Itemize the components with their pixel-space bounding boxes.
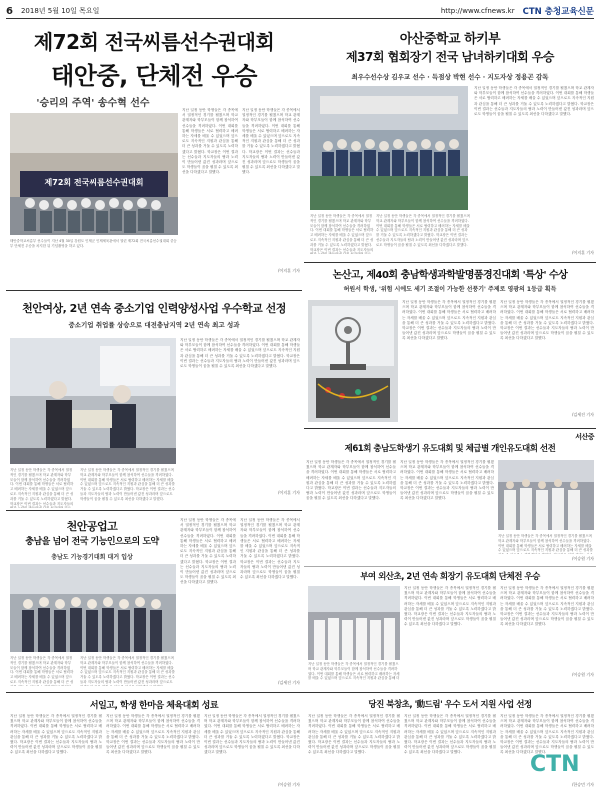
article1-body-col2: 지난 일정 동안 학생들은 각 종목에서 열정적인 경기를 펼쳤으며 학교 관계자와 학부모들이 함께 참석하여 선수들을 격려하였다. 이번 대회를 통해 학생들은 서로 협력하고 배려하는 자세를 배울 수 있었으며 앞으로도 지속적인 지원과 관심을 통해 더 큰 성과를 거둘 수 있도록 노력하겠다고 밝혔다. 학교장은 이번 결과는 선수들과 지도자들의 땀과 노력이 만들어낸 값진 성과라며 앞으로도 학생들이 꿈을 펼칠 수 있도록 최선을 다하겠다고 말했다. <box>242 108 300 175</box>
article4-byline: /이지훈 기자 <box>278 490 300 495</box>
wrestling-team-photo <box>10 113 178 235</box>
article2-byline: /이지훈 기자 <box>572 250 594 255</box>
article5-body-col1: 지난 일정 동안 학생들은 각 종목에서 열정적인 경기를 펼쳤으며 학교 관계자와 학부모들이 함께 참석하여 선수들을 격려하였다. 이번 대회를 통해 학생들은 서로 협력하고 배려하는 자세를 배울 수 있었으며 앞으로도 지속적인 지원과 관심을 통해 더 큰 성과를 거둘 수 있도록 노력하겠다고 밝혔다. 학교장은 이번 결과는 선수들과 지도자들의 땀과 노력이 만들어낸 값진 성과라며 앞으로도 학생들이 꿈을 펼칠 수 있도록 최선을 다하겠다고 말했다. <box>180 518 236 585</box>
page-number: 6 <box>6 5 13 17</box>
article6-label: 서산중 <box>575 433 594 441</box>
article9-byline: /한승민 기자 <box>572 782 594 787</box>
article8-body-col2: 지난 일정 동안 학생들은 각 종목에서 열정적인 경기를 펼쳤으며 학교 관계자와 학부모들이 함께 참석하여 선수들을 격려하였다. 이번 대회를 통해 학생들은 서로 협력하고 배려하는 자세를 배울 수 있었으며 앞으로도 지속적인 지원과 관심을 통해 더 큰 성과를 거둘 수 있도록 노력하겠다고 밝혔다. 학교장은 이번 결과는 선수들과 지도자들의 땀과 노력이 만들어낸 값진 성과라며 앞으로도 학생들이 꿈을 펼칠 수 있도록 최선을 다하겠다고 말했다. <box>106 714 200 755</box>
divider <box>6 692 594 693</box>
wrestling-banner-text: 제72회 전국씨름선수권대회 <box>44 178 144 187</box>
article3-body-col1: 지난 일정 동안 학생들은 각 종목에서 열정적인 경기를 펼쳤으며 학교 관계자와 학부모들이 함께 참석하여 선수들을 격려하였다. 이번 대회를 통해 학생들은 서로 협력하고 배려하는 자세를 배울 수 있었으며 앞으로도 지속적인 지원과 관심을 통해 더 큰 성과를 거둘 수 있도록 노력하겠다고 밝혔다. 학교장은 이번 결과는 선수들과 지도자들의 땀과 노력이 만들어낸 값진 성과라며 앞으로도 학생들이 꿈을 펼칠 수 있도록 최선을 다하겠다고 말했다. <box>402 300 496 341</box>
article7-body-col2: 지난 일정 동안 학생들은 각 종목에서 열정적인 경기를 펼쳤으며 학교 관계자와 학부모들이 함께 참석하여 선수들을 격려하였다. 이번 대회를 통해 학생들은 서로 협력하고 배려하는 자세를 배울 수 있었으며 앞으로도 지속적인 지원과 관심을 통해 더 큰 성과를 거둘 수 있도록 노력하겠다고 밝혔다. 학교장은 이번 결과는 선수들과 지도자들의 땀과 노력이 만들어낸 값진 성과라며 앞으로도 학생들이 꿈을 펼칠 수 있도록 최선을 다하겠다고 말했다. <box>500 586 594 627</box>
article6-body-col1: 지난 일정 동안 학생들은 각 종목에서 열정적인 경기를 펼쳤으며 학교 관계자와 학부모들이 함께 참석하여 선수들을 격려하였다. 이번 대회를 통해 학생들은 서로 협력하고 배려하는 자세를 배울 수 있었으며 앞으로도 지속적인 지원과 관심을 통해 더 큰 성과를 거둘 수 있도록 노력하겠다고 밝혔다. 학교장은 이번 결과는 선수들과 지도자들의 땀과 노력이 만들어낸 값진 성과라며 앞으로도 학생들이 꿈을 펼칠 수 있도록 최선을 다하겠다고 말했다. <box>306 460 396 501</box>
article5-title-line1: 천안공업고 <box>66 520 118 533</box>
article7-caption: 지난 일정 동안 학생들은 각 종목에서 열정적인 경기를 펼쳤으며 학교 관계자와 학부모들이 함께 참석하여 선수들을 격려하였다. 이번 대회를 통해 학생들은 서로 협력하고 배려하는 자세를 배울 수 있었으며 앞으로도 지속적인 지원과 관심을 통해 더 <box>308 662 400 680</box>
article1-body-col1: 지난 일정 동안 학생들은 각 종목에서 열정적인 경기를 펼쳤으며 학교 관계자와 학부모들이 함께 참석하여 선수들을 격려하였다. 이번 대회를 통해 학생들은 서로 협력하고 배려하는 자세를 배울 수 있었으며 앞으로도 지속적인 지원과 관심을 통해 더 큰 성과를 거둘 수 있도록 노력하겠다고 밝혔다. 학교장은 이번 결과는 선수들과 지도자들의 땀과 노력이 만들어낸 값진 성과라며 앞으로도 학생들이 꿈을 펼칠 수 있도록 최선을 다하겠다고 말했다. <box>182 108 238 175</box>
article2-title-line2: 제37회 협회장기 전국 남녀하키대회 우승 <box>346 50 554 64</box>
article2-title-line1: 아산중학교 하키부 <box>399 32 501 47</box>
issue-date: 2018년 5월 10일 목요일 <box>20 7 100 15</box>
article2-caption-col1: 지난 일정 동안 학생들은 각 종목에서 열정적인 경기를 펼쳤으며 학교 관계자와 학부모들이 함께 참석하여 선수들을 격려하였다. 이번 대회를 통해 학생들은 서로 협력하고 배려하는 자세를 배울 수 있었으며 앞으로도 지속적인 지원과 관심을 통해 더 큰 성과를 거둘 수 있도록 노력하겠다고 밝혔다. 학교장은 이번 결과는 선수들과 지도자들의 <box>310 214 374 252</box>
article3-title: 논산고, 제40회 충남학생과학발명품경진대회 '특상' 수상 <box>332 270 568 281</box>
article1-caption: 태안중학교씨름부 선수들이 지난 4월 30일 강원도 인제군 인제체육관에서 열린 제72회 전국씨름선수권대회 중등부 단체전 우승을 차지한 뒤 기념촬영을 하고 있다. <box>10 239 177 248</box>
article8-byline: /이승원 기자 <box>278 782 300 787</box>
article4-body: 지난 일정 동안 학생들은 각 종목에서 열정적인 경기를 펼쳤으며 학교 관계자와 학부모들이 함께 참석하여 선수들을 격려하였다. 이번 대회를 통해 학생들은 서로 협력하고 배려하는 자세를 배울 수 있었으며 앞으로도 지속적인 지원과 관심을 통해 더 큰 성과를 거둘 수 있도록 노력하겠다고 밝혔다. 학교장은 이번 결과는 선수들과 지도자들의 땀과 노력이 만들어낸 값진 성과라며 앞으로도 학생들이 꿈을 펼칠 수 있도록 최선을 다하겠다고 말했다. <box>180 338 300 369</box>
article3-subtitle: 허원서 학생, '위험 시에도 세기 조절이 가능한 선풍기' 주제로 영광의 1등급 획득 <box>343 286 557 293</box>
wrestling-photo-graphic <box>10 113 178 235</box>
article2-caption-col2: 지난 일정 동안 학생들은 각 종목에서 열정적인 경기를 펼쳤으며 학교 관계자와 학부모들이 함께 참석하여 선수들을 격려하였다. 이번 대회를 통해 학생들은 서로 협력하고 배려하는 자세를 배울 수 있었으며 앞으로도 지속적인 지원과 관심을 통해 더 큰 성과를 거둘 수 있도록 노력하겠다고 밝혔다. 학교장은 이번 결과는 선수들과 지도자들의 땀과 노력이 만들어낸 값진 성과라며 앞으로도 학생들이 꿈을 펼칠 수 있도록 최선을 다하겠다고 말했다. <box>376 214 470 247</box>
article5-title-line2: 충남을 넘어 전국 기능인으로의 도약 <box>25 537 159 547</box>
article2-subtitle: 최우수선수상 김우교 선수 · 득점상 박현 선수 · 지도자상 정용곤 감독 <box>351 73 549 81</box>
site-url[interactable]: http://www.cfnews.kr <box>440 7 515 15</box>
technical-contest-photo <box>10 564 176 652</box>
judo-team-photo <box>498 460 594 530</box>
hockey-team-photo <box>310 86 468 210</box>
buyeo-judo-photo <box>308 586 400 660</box>
article2-body: 지난 일정 동안 학생들은 각 종목에서 열정적인 경기를 펼쳤으며 학교 관계자와 학부모들이 함께 참석하여 선수들을 격려하였다. 이번 대회를 통해 학생들은 서로 협력하고 배려하는 자세를 배울 수 있었으며 앞으로도 지속적인 지원과 관심을 통해 더 큰 성과를 거둘 수 있도록 노력하겠다고 밝혔다. 학교장은 이번 결과는 선수들과 지도자들의 땀과 노력이 만들어낸 값진 성과라며 앞으로도 학생들이 꿈을 펼칠 수 있도록 최선을 다하겠다고 말했다. <box>474 86 594 117</box>
article8-body-col1: 지난 일정 동안 학생들은 각 종목에서 열정적인 경기를 펼쳤으며 학교 관계자와 학부모들이 함께 참석하여 선수들을 격려하였다. 이번 대회를 통해 학생들은 서로 협력하고 배려하는 자세를 배울 수 있었으며 앞으로도 지속적인 지원과 관심을 통해 더 큰 성과를 거둘 수 있도록 노력하겠다고 밝혔다. 학교장은 이번 결과는 선수들과 지도자들의 땀과 노력이 만들어낸 값진 성과라며 앞으로도 학생들이 꿈을 펼칠 수 있도록 최선을 다하겠다고 말했다. <box>10 714 102 755</box>
masthead-logo: CTN 충청교육신문 <box>522 7 594 17</box>
divider <box>304 566 596 567</box>
article3-body-col2: 지난 일정 동안 학생들은 각 종목에서 열정적인 경기를 펼쳤으며 학교 관계자와 학부모들이 함께 참석하여 선수들을 격려하였다. 이번 대회를 통해 학생들은 서로 협력하고 배려하는 자세를 배울 수 있었으며 앞으로도 지속적인 지원과 관심을 통해 더 큰 성과를 거둘 수 있도록 노력하겠다고 밝혔다. 학교장은 이번 결과는 선수들과 지도자들의 땀과 노력이 만들어낸 값진 성과라며 앞으로도 학생들이 꿈을 펼칠 수 있도록 최선을 다하겠다고 말했다. <box>500 300 594 341</box>
article6-byline: /이승원 기자 <box>572 556 594 561</box>
article4-caption-col2: 지난 일정 동안 학생들은 각 종목에서 열정적인 경기를 펼쳤으며 학교 관계자와 학부모들이 함께 참석하여 선수들을 격려하였다. 이번 대회를 통해 학생들은 서로 협력하고 배려하는 자세를 배울 수 있었으며 앞으로도 지속적인 지원과 관심을 통해 더 큰 성과를 거둘 수 있도록 노력하겠다고 밝혔다. 학교장은 이번 결과는 선수들과 지도자들의 땀과 노력이 만들어낸 값진 성과라며 앞으로도 학생들이 꿈을 펼칠 수 있도록 최선을 다하겠다고 말했다. <box>80 468 175 501</box>
article6-body-col2: 지난 일정 동안 학생들은 각 종목에서 열정적인 경기를 펼쳤으며 학교 관계자와 학부모들이 함께 참석하여 선수들을 격려하였다. 이번 대회를 통해 학생들은 서로 협력하고 배려하는 자세를 배울 수 있었으며 앞으로도 지속적인 지원과 관심을 통해 더 큰 성과를 거둘 수 있도록 노력하겠다고 밝혔다. 학교장은 이번 결과는 선수들과 지도자들의 땀과 노력이 만들어낸 값진 성과라며 앞으로도 학생들이 꿈을 펼칠 수 있도록 최선을 다하겠다고 말했다. <box>400 460 494 501</box>
article3-byline: /김세진 기자 <box>572 412 594 417</box>
divider <box>6 290 302 291</box>
article7-body-col1: 지난 일정 동안 학생들은 각 종목에서 열정적인 경기를 펼쳤으며 학교 관계자와 학부모들이 함께 참석하여 선수들을 격려하였다. 이번 대회를 통해 학생들은 서로 협력하고 배려하는 자세를 배울 수 있었으며 앞으로도 지속적인 지원과 관심을 통해 더 큰 성과를 거둘 수 있도록 노력하겠다고 밝혔다. 학교장은 이번 결과는 선수들과 지도자들의 땀과 노력이 만들어낸 값진 성과라며 앞으로도 학생들이 꿈을 펼칠 수 있도록 최선을 다하겠다고 말했다. <box>404 586 496 627</box>
article4-subtitle: 중소기업 취업률 상승으로 대전충남지역 2년 연속 최고 성과 <box>68 321 240 329</box>
ctn-watermark-logo: CTN <box>530 752 580 777</box>
article6-caption: 지난 일정 동안 학생들은 각 종목에서 열정적인 경기를 펼쳤으며 학교 관계자와 학부모들이 함께 참석하여 선수들을 격려하였다. 이번 대회를 통해 학생들은 서로 협력하고 배려하는 자세를 배울 수 있었으며 앞으로도 지속적인 지원과 관심을 통해 더 큰 성과를 <box>498 534 593 553</box>
article9-title: 당진 북창초, '動드림' 우수 도서 지원 사업 선정 <box>368 700 532 710</box>
award-photo-graphic <box>10 338 176 464</box>
article4-title: 천안여상, 2년 연속 중소기업 인력양성사업 우수학교 선정 <box>22 302 286 315</box>
divider <box>304 428 596 429</box>
article6-title: 제61회 충남도학생기 유도대회 및 체급별 개인유도대회 선전 <box>344 444 556 454</box>
award-ceremony-photo <box>10 338 176 464</box>
divider <box>304 262 596 263</box>
article9-body-col1: 지난 일정 동안 학생들은 각 종목에서 열정적인 경기를 펼쳤으며 학교 관계자와 학부모들이 함께 참석하여 선수들을 격려하였다. 이번 대회를 통해 학생들은 서로 협력하고 배려하는 자세를 배울 수 있었으며 앞으로도 지속적인 지원과 관심을 통해 더 큰 성과를 거둘 수 있도록 노력하겠다고 밝혔다. 학교장은 이번 결과는 선수들과 지도자들의 땀과 노력이 만들어낸 값진 성과라며 앞으로도 학생들이 꿈을 펼칠 수 있도록 최선을 다하겠다고 말했다. <box>308 714 400 755</box>
technical-photo-graphic <box>10 564 176 652</box>
invention-photo <box>308 300 398 422</box>
invention-photo-graphic <box>308 300 398 422</box>
article1-title-line2: 태안중, 단체전 우승 <box>51 62 257 90</box>
article5-caption-col1: 지난 일정 동안 학생들은 각 종목에서 열정적인 경기를 펼쳤으며 학교 관계자와 학부모들이 함께 참석하여 선수들을 격려하였다. 이번 대회를 통해 학생들은 서로 협력하고 배려하는 자세를 배울 수 있었으며 앞으로도 지속적인 지원과 관심을 통해 더 큰 성 <box>10 656 74 684</box>
page-header <box>6 4 594 19</box>
article1-byline: /이지훈 기자 <box>278 268 300 273</box>
article1-subtitle: '승리의 주역' 송수혁 선수 <box>36 98 150 109</box>
divider <box>6 510 302 511</box>
article5-caption-col2: 지난 일정 동안 학생들은 각 종목에서 열정적인 경기를 펼쳤으며 학교 관계자와 학부모들이 함께 참석하여 선수들을 격려하였다. 이번 대회를 통해 학생들은 서로 협력하고 배려하는 자세를 배울 수 있었으며 앞으로도 지속적인 지원과 관심을 통해 더 큰 성과를 거둘 수 있도록 노력하겠다고 밝혔다. 학교장은 이번 결과는 선수들과 지도자들의 땀과 노력이 만들어낸 값진 성과라며 앞으로도 <box>80 656 175 684</box>
article5-byline: /김세진 기자 <box>278 680 300 685</box>
article4-caption-col1: 지난 일정 동안 학생들은 각 종목에서 열정적인 경기를 펼쳤으며 학교 관계자와 학부모들이 함께 참석하여 선수들을 격려하였다. 이번 대회를 통해 학생들은 서로 협력하고 배려하는 자세를 배울 수 있었으며 앞으로도 지속적인 지원과 관심을 통해 더 큰 성과를 거둘 수 있도록 노력하겠다고 밝혔다. 학교장은 이번 결과는 선수들과 지도자들의 <box>10 468 74 506</box>
article9-body-col3: 지난 일정 동안 학생들은 각 종목에서 열정적인 경기를 펼쳤으며 학교 관계자와 학부모들이 함께 참석하여 선수들을 격려하였다. 이번 대회를 통해 학생들은 서로 협력하고 배려하는 자세를 배울 수 있었으며 앞으로도 지속적인 지원과 관심을 통해 더 큰 성과를 거둘 수 있도록 노력하겠다고 밝혔다. 학교장은 이번 결과는 선수들과 지도자들의 땀과 노력이 만들어낸 값진 성과라며 앞으로도 학생들이 꿈을 펼칠 수 있도록 최선을 다하겠다고 말했다. <box>500 714 594 755</box>
article7-title: 부여 외산초, 2년 연속 회장기 유도대회 단체전 우승 <box>360 572 540 582</box>
article8-body-col3: 지난 일정 동안 학생들은 각 종목에서 열정적인 경기를 펼쳤으며 학교 관계자와 학부모들이 함께 참석하여 선수들을 격려하였다. 이번 대회를 통해 학생들은 서로 협력하고 배려하는 자세를 배울 수 있었으며 앞으로도 지속적인 지원과 관심을 통해 더 큰 성과를 거둘 수 있도록 노력하겠다고 밝혔다. 학교장은 이번 결과는 선수들과 지도자들의 땀과 노력이 만들어낸 값진 성과라며 앞으로도 학생들이 꿈을 펼칠 수 있도록 최선을 다하겠다고 말했다. <box>204 714 300 755</box>
judo-photo-graphic <box>498 460 594 530</box>
article5-subtitle: 충남도 기능경기대회 대거 입상 <box>51 554 133 561</box>
article8-title: 서일고, 학생 한마음 체육대회 성료 <box>89 701 219 711</box>
hockey-photo-graphic <box>310 86 468 210</box>
article9-body-col2: 지난 일정 동안 학생들은 각 종목에서 열정적인 경기를 펼쳤으며 학교 관계자와 학부모들이 함께 참석하여 선수들을 격려하였다. 이번 대회를 통해 학생들은 서로 협력하고 배려하는 자세를 배울 수 있었으며 앞으로도 지속적인 지원과 관심을 통해 더 큰 성과를 거둘 수 있도록 노력하겠다고 밝혔다. 학교장은 이번 결과는 선수들과 지도자들의 땀과 노력이 만들어낸 값진 성과라며 앞으로도 학생들이 꿈을 펼칠 수 있도록 최선을 다하겠다고 말했다. <box>404 714 496 755</box>
article5-body-col2: 지난 일정 동안 학생들은 각 종목에서 열정적인 경기를 펼쳤으며 학교 관계자와 학부모들이 함께 참석하여 선수들을 격려하였다. 이번 대회를 통해 학생들은 서로 협력하고 배려하는 자세를 배울 수 있었으며 앞으로도 지속적인 지원과 관심을 통해 더 큰 성과를 거둘 수 있도록 노력하겠다고 밝혔다. 학교장은 이번 결과는 선수들과 지도자들의 땀과 노력이 만들어낸 값진 성과라며 앞으로도 학생들이 꿈을 펼칠 수 있도록 최선을 다하겠다고 말했다. <box>240 518 300 580</box>
article7-byline: /이승원 기자 <box>572 672 594 677</box>
buyeo-photo-graphic <box>308 586 400 660</box>
article1-title-line1: 제72회 전국씨름선수권대회 <box>33 30 275 54</box>
